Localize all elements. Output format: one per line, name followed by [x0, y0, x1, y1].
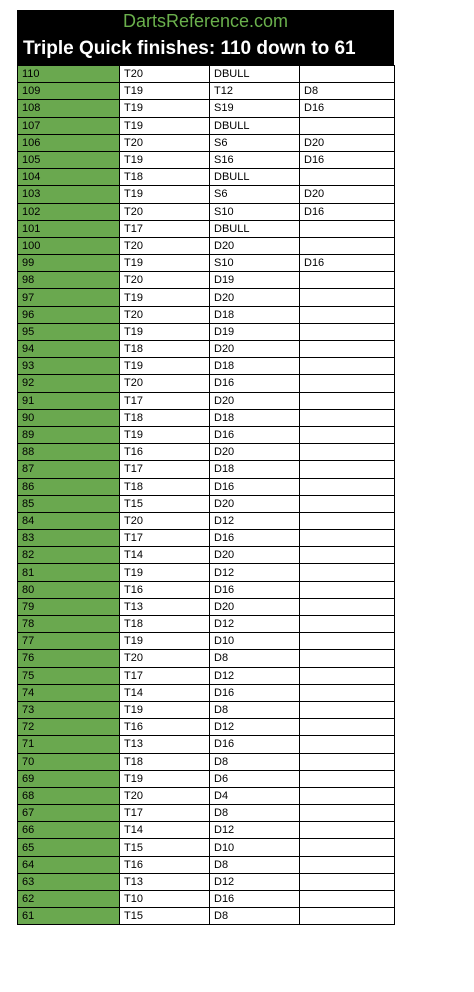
second-dart-cell: D20 [210, 237, 300, 254]
score-cell: 65 [18, 839, 120, 856]
second-dart-cell: D16 [210, 891, 300, 908]
third-dart-cell [300, 684, 395, 701]
second-dart-cell: D6 [210, 770, 300, 787]
second-dart-cell: D12 [210, 873, 300, 890]
score-cell: 98 [18, 272, 120, 289]
second-dart-cell: D16 [210, 375, 300, 392]
third-dart-cell [300, 530, 395, 547]
score-cell: 87 [18, 461, 120, 478]
score-cell: 64 [18, 856, 120, 873]
first-dart-cell: T19 [120, 117, 210, 134]
table-row [18, 805, 395, 822]
first-dart-cell: T19 [120, 255, 210, 272]
third-dart-cell [300, 908, 395, 925]
second-dart-cell: D20 [210, 392, 300, 409]
third-dart-cell [300, 633, 395, 650]
first-dart-cell: T17 [120, 805, 210, 822]
first-dart-cell: T15 [120, 839, 210, 856]
second-dart-cell: D8 [210, 650, 300, 667]
score-cell: 99 [18, 255, 120, 272]
second-dart-cell: D8 [210, 805, 300, 822]
second-dart-cell: DBULL [210, 117, 300, 134]
first-dart-cell: T19 [120, 564, 210, 581]
third-dart-cell [300, 719, 395, 736]
third-dart-cell: D16 [300, 203, 395, 220]
third-dart-cell [300, 478, 395, 495]
third-dart-cell [300, 667, 395, 684]
score-cell: 69 [18, 770, 120, 787]
score-cell: 86 [18, 478, 120, 495]
score-cell: 94 [18, 341, 120, 358]
table-row [18, 409, 395, 426]
second-dart-cell: D10 [210, 839, 300, 856]
second-dart-cell: DBULL [210, 66, 300, 83]
first-dart-cell: T18 [120, 616, 210, 633]
finishes-table-body [18, 66, 395, 925]
third-dart-cell [300, 891, 395, 908]
third-dart-cell [300, 495, 395, 512]
table-row [18, 667, 395, 684]
first-dart-cell: T19 [120, 358, 210, 375]
first-dart-cell: T10 [120, 891, 210, 908]
third-dart-cell [300, 461, 395, 478]
score-cell: 102 [18, 203, 120, 220]
table-row [18, 616, 395, 633]
score-cell: 88 [18, 444, 120, 461]
table-row [18, 272, 395, 289]
second-dart-cell: S16 [210, 151, 300, 168]
first-dart-cell: T14 [120, 547, 210, 564]
site-name: DartsReference.com [122, 11, 289, 31]
first-dart-cell: T19 [120, 770, 210, 787]
third-dart-cell [300, 787, 395, 804]
third-dart-cell [300, 237, 395, 254]
score-cell: 110 [18, 66, 120, 83]
third-dart-cell [300, 117, 395, 134]
first-dart-cell: T19 [120, 186, 210, 203]
second-dart-cell: S10 [210, 255, 300, 272]
first-dart-cell: T20 [120, 787, 210, 804]
second-dart-cell: DBULL [210, 169, 300, 186]
third-dart-cell [300, 564, 395, 581]
table-row [18, 255, 395, 272]
second-dart-cell: D16 [210, 736, 300, 753]
third-dart-cell [300, 323, 395, 340]
first-dart-cell: T17 [120, 530, 210, 547]
first-dart-cell: T20 [120, 512, 210, 529]
table-row [18, 220, 395, 237]
first-dart-cell: T19 [120, 701, 210, 718]
second-dart-cell: D8 [210, 908, 300, 925]
first-dart-cell: T20 [120, 306, 210, 323]
score-cell: 62 [18, 891, 120, 908]
first-dart-cell: T13 [120, 873, 210, 890]
second-dart-cell: D19 [210, 272, 300, 289]
score-cell: 81 [18, 564, 120, 581]
second-dart-cell: S10 [210, 203, 300, 220]
third-dart-cell [300, 66, 395, 83]
score-cell: 74 [18, 684, 120, 701]
second-dart-cell: D18 [210, 409, 300, 426]
table-row [18, 375, 395, 392]
score-cell: 71 [18, 736, 120, 753]
first-dart-cell: T16 [120, 856, 210, 873]
table-row [18, 100, 395, 117]
table-row [18, 822, 395, 839]
first-dart-cell: T17 [120, 392, 210, 409]
table-row [18, 392, 395, 409]
first-dart-cell: T20 [120, 375, 210, 392]
table-row [18, 169, 395, 186]
table-row [18, 323, 395, 340]
second-dart-cell: D12 [210, 822, 300, 839]
table-row [18, 787, 395, 804]
second-dart-cell: D10 [210, 633, 300, 650]
table-row [18, 289, 395, 306]
first-dart-cell: T13 [120, 736, 210, 753]
third-dart-cell [300, 822, 395, 839]
table-row [18, 444, 395, 461]
third-dart-cell: D16 [300, 255, 395, 272]
table-row [18, 547, 395, 564]
third-dart-cell [300, 873, 395, 890]
first-dart-cell: T20 [120, 272, 210, 289]
second-dart-cell: D16 [210, 530, 300, 547]
first-dart-cell: T18 [120, 753, 210, 770]
first-dart-cell: T18 [120, 341, 210, 358]
score-cell: 77 [18, 633, 120, 650]
score-cell: 61 [18, 908, 120, 925]
finishes-sheet [17, 10, 394, 925]
score-cell: 97 [18, 289, 120, 306]
first-dart-cell: T16 [120, 719, 210, 736]
first-dart-cell: T18 [120, 478, 210, 495]
third-dart-cell [300, 392, 395, 409]
third-dart-cell [300, 616, 395, 633]
first-dart-cell: T20 [120, 237, 210, 254]
table-row [18, 306, 395, 323]
first-dart-cell: T19 [120, 323, 210, 340]
second-dart-cell: S19 [210, 100, 300, 117]
second-dart-cell: D20 [210, 341, 300, 358]
third-dart-cell [300, 358, 395, 375]
first-dart-cell: T16 [120, 444, 210, 461]
first-dart-cell: T19 [120, 289, 210, 306]
score-cell: 75 [18, 667, 120, 684]
third-dart-cell [300, 409, 395, 426]
second-dart-cell: D8 [210, 856, 300, 873]
table-row [18, 426, 395, 443]
table-row [18, 598, 395, 615]
first-dart-cell: T20 [120, 134, 210, 151]
first-dart-cell: T15 [120, 908, 210, 925]
third-dart-cell [300, 753, 395, 770]
third-dart-cell [300, 856, 395, 873]
first-dart-cell: T18 [120, 409, 210, 426]
third-dart-cell [300, 169, 395, 186]
score-cell: 80 [18, 581, 120, 598]
table-row [18, 753, 395, 770]
first-dart-cell: T14 [120, 684, 210, 701]
third-dart-cell [300, 220, 395, 237]
second-dart-cell: D20 [210, 495, 300, 512]
score-cell: 104 [18, 169, 120, 186]
second-dart-cell: D20 [210, 289, 300, 306]
score-cell: 92 [18, 375, 120, 392]
table-row [18, 701, 395, 718]
table-row [18, 66, 395, 83]
table-row [18, 891, 395, 908]
score-cell: 63 [18, 873, 120, 890]
third-dart-cell [300, 770, 395, 787]
second-dart-cell: D18 [210, 461, 300, 478]
score-cell: 105 [18, 151, 120, 168]
score-cell: 95 [18, 323, 120, 340]
score-cell: 90 [18, 409, 120, 426]
score-cell: 67 [18, 805, 120, 822]
score-cell: 73 [18, 701, 120, 718]
table-row [18, 770, 395, 787]
first-dart-cell: T16 [120, 581, 210, 598]
score-cell: 66 [18, 822, 120, 839]
table-row [18, 341, 395, 358]
score-cell: 78 [18, 616, 120, 633]
second-dart-cell: D20 [210, 444, 300, 461]
score-cell: 93 [18, 358, 120, 375]
table-row [18, 151, 395, 168]
first-dart-cell: T20 [120, 66, 210, 83]
second-dart-cell: D18 [210, 306, 300, 323]
first-dart-cell: T17 [120, 461, 210, 478]
first-dart-cell: T20 [120, 650, 210, 667]
page-title: Triple Quick finishes: 110 down to 61 [23, 38, 356, 59]
table-row [18, 358, 395, 375]
third-dart-cell: D16 [300, 151, 395, 168]
second-dart-cell: S6 [210, 134, 300, 151]
table-row [18, 478, 395, 495]
finishes-table [17, 65, 395, 925]
first-dart-cell: T19 [120, 633, 210, 650]
first-dart-cell: T17 [120, 667, 210, 684]
score-cell: 107 [18, 117, 120, 134]
table-row [18, 839, 395, 856]
first-dart-cell: T17 [120, 220, 210, 237]
second-dart-cell: D8 [210, 753, 300, 770]
sheet-header [17, 10, 394, 65]
third-dart-cell [300, 598, 395, 615]
score-cell: 96 [18, 306, 120, 323]
third-dart-cell [300, 650, 395, 667]
second-dart-cell: DBULL [210, 220, 300, 237]
third-dart-cell [300, 547, 395, 564]
third-dart-cell [300, 839, 395, 856]
table-row [18, 83, 395, 100]
score-cell: 85 [18, 495, 120, 512]
table-row [18, 134, 395, 151]
third-dart-cell: D20 [300, 186, 395, 203]
third-dart-cell [300, 701, 395, 718]
second-dart-cell: D12 [210, 616, 300, 633]
table-row [18, 512, 395, 529]
score-cell: 108 [18, 100, 120, 117]
table-row [18, 633, 395, 650]
table-row [18, 117, 395, 134]
third-dart-cell [300, 805, 395, 822]
table-row [18, 581, 395, 598]
score-cell: 89 [18, 426, 120, 443]
second-dart-cell: D8 [210, 701, 300, 718]
score-cell: 76 [18, 650, 120, 667]
score-cell: 68 [18, 787, 120, 804]
third-dart-cell [300, 512, 395, 529]
first-dart-cell: T18 [120, 169, 210, 186]
score-cell: 79 [18, 598, 120, 615]
third-dart-cell: D8 [300, 83, 395, 100]
table-row [18, 650, 395, 667]
table-row [18, 856, 395, 873]
second-dart-cell: S6 [210, 186, 300, 203]
table-row [18, 684, 395, 701]
first-dart-cell: T19 [120, 151, 210, 168]
second-dart-cell: D20 [210, 598, 300, 615]
third-dart-cell: D16 [300, 100, 395, 117]
score-cell: 72 [18, 719, 120, 736]
second-dart-cell: D12 [210, 719, 300, 736]
third-dart-cell [300, 426, 395, 443]
score-cell: 101 [18, 220, 120, 237]
first-dart-cell: T19 [120, 83, 210, 100]
first-dart-cell: T19 [120, 100, 210, 117]
first-dart-cell: T13 [120, 598, 210, 615]
score-cell: 100 [18, 237, 120, 254]
table-row [18, 530, 395, 547]
score-cell: 103 [18, 186, 120, 203]
table-row [18, 908, 395, 925]
third-dart-cell [300, 736, 395, 753]
table-row [18, 461, 395, 478]
second-dart-cell: D16 [210, 426, 300, 443]
score-cell: 70 [18, 753, 120, 770]
second-dart-cell: D20 [210, 547, 300, 564]
third-dart-cell [300, 375, 395, 392]
third-dart-cell [300, 306, 395, 323]
table-row [18, 237, 395, 254]
table-row [18, 719, 395, 736]
first-dart-cell: T14 [120, 822, 210, 839]
score-cell: 84 [18, 512, 120, 529]
table-row [18, 873, 395, 890]
second-dart-cell: T12 [210, 83, 300, 100]
third-dart-cell [300, 272, 395, 289]
table-row [18, 495, 395, 512]
table-row [18, 736, 395, 753]
table-row [18, 203, 395, 220]
score-cell: 109 [18, 83, 120, 100]
third-dart-cell: D20 [300, 134, 395, 151]
second-dart-cell: D12 [210, 667, 300, 684]
table-row [18, 186, 395, 203]
second-dart-cell: D16 [210, 581, 300, 598]
second-dart-cell: D16 [210, 684, 300, 701]
first-dart-cell: T19 [120, 426, 210, 443]
third-dart-cell [300, 341, 395, 358]
second-dart-cell: D4 [210, 787, 300, 804]
score-cell: 82 [18, 547, 120, 564]
score-cell: 91 [18, 392, 120, 409]
score-cell: 83 [18, 530, 120, 547]
third-dart-cell [300, 289, 395, 306]
third-dart-cell [300, 581, 395, 598]
score-cell: 106 [18, 134, 120, 151]
table-row [18, 564, 395, 581]
third-dart-cell [300, 444, 395, 461]
second-dart-cell: D12 [210, 512, 300, 529]
second-dart-cell: D18 [210, 358, 300, 375]
first-dart-cell: T20 [120, 203, 210, 220]
second-dart-cell: D16 [210, 478, 300, 495]
first-dart-cell: T15 [120, 495, 210, 512]
second-dart-cell: D19 [210, 323, 300, 340]
second-dart-cell: D12 [210, 564, 300, 581]
